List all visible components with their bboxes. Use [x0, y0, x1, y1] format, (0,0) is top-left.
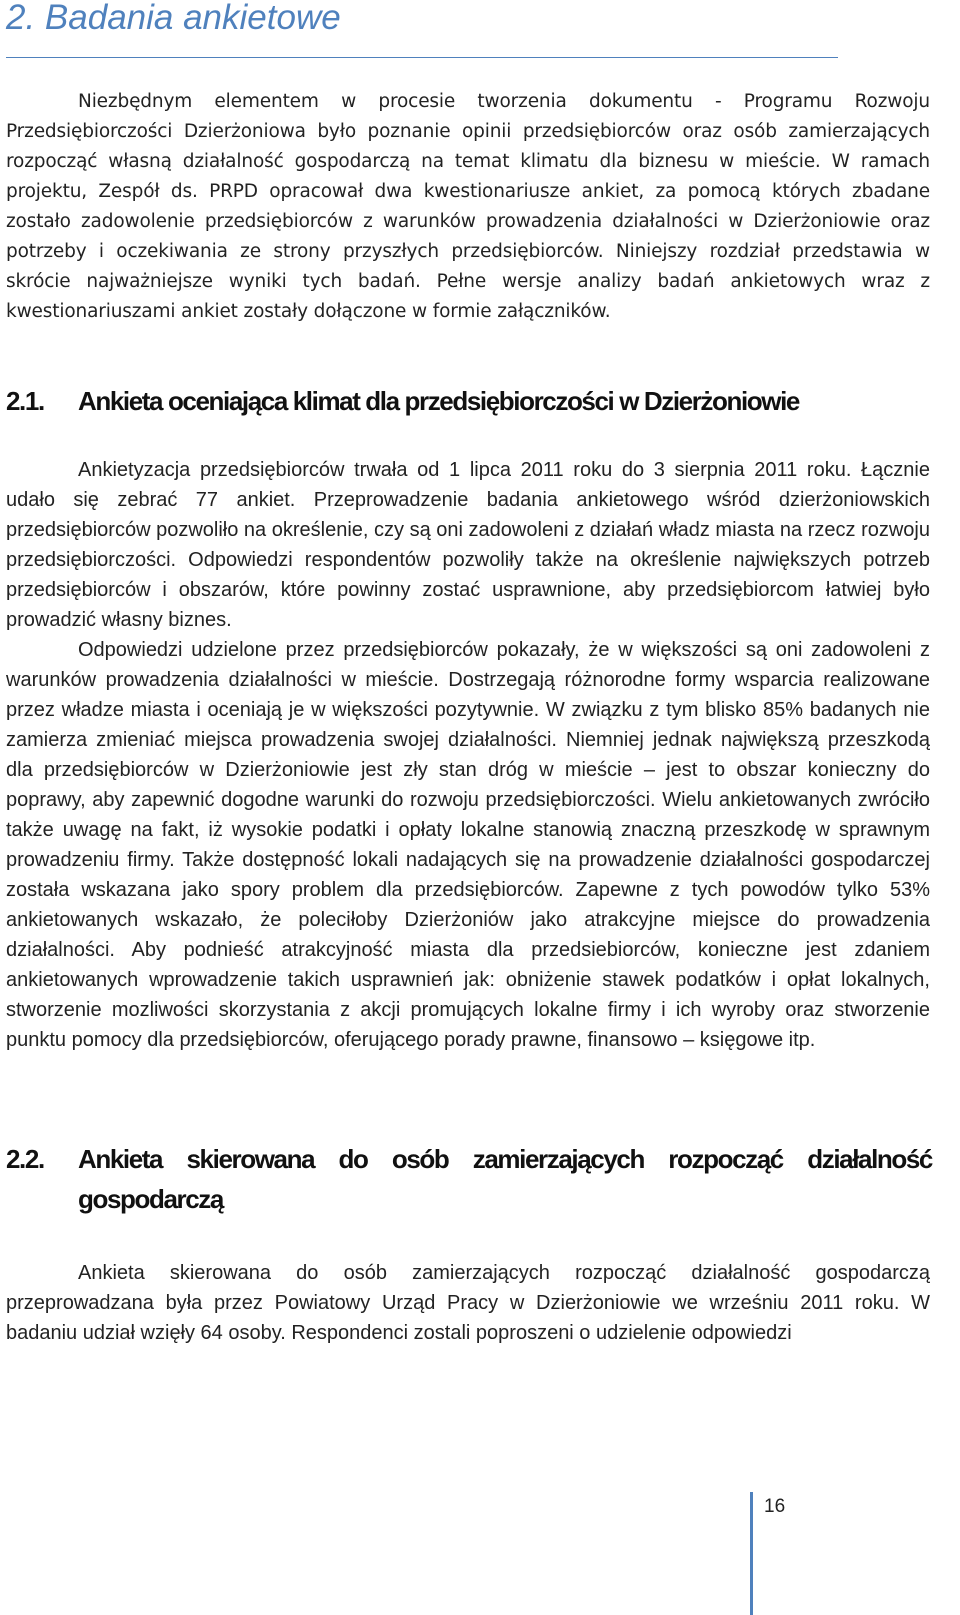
- section-number: 2.2.: [6, 1144, 44, 1174]
- section-2-1-paragraph-2: Odpowiedzi udzielone przez przedsiębiorców pokazały, że w większości są oni zadowoleni z warunków prowadzenia działalności w mieście. Dostrzegają różnorodne formy wsparcia realizowane przez władze miasta i oceniają je w większości pozytywnie. W związku z tym blisko 85% badanych nie zamierza zmieniać miejsca prowadzenia swojej działalności. Niemniej jednak największą przeszkodą dla przedsiębiorców w Dzierżoniowie jest zły stan dróg w mieście – jest to obszar konieczny do poprawy, aby zapewnić dogodne warunki do rozwoju przedsiębiorczości. Wielu ankietowanych zwróciło także uwagę na fakt, iż wysokie podatki i opłaty lokalne stanowią znaczną przeszkodę w sprawnym prowadzeniu firmy. Także dostępność lokali nadających się na prowadzenie działalności gospodarczej została wskazana jako spory problem dla przedsiębiorców. Zapewne z tych powodów tylko 53% ankietowanych wskazało, że poleciłoby Dzierżoniów jako atrakcyjne miejsce do prowadzenia działalności. Aby podnieść atrakcyjność miasta dla przedsiebiorców, konieczne jest zdaniem ankietowanych wprowadzenie takich usprawnień jak: obniżenie stawek podatków i opłat lokalnych, stworzenie mozliwości skorzystania z akcji promujących lokalne firmy i ich wyroby oraz stworzenie punktu pomocy dla przedsiębiorców, oferującego porady prawne, finansowo – księgowe itp.: [6, 639, 930, 1051]
- page-number: 16: [764, 1496, 786, 1517]
- section-number: 2.1.: [6, 386, 44, 416]
- title-underline: [6, 57, 838, 58]
- section-title: Ankieta oceniająca klimat dla przedsiębiorczości w Dzierżoniowie: [78, 386, 799, 416]
- section-title: Ankieta skierowana do osób zamierzających rozpocząć działalność gospodarczą: [78, 1144, 932, 1214]
- section-2-1-paragraph-1: Ankietyzacja przedsiębiorców trwała od 1 lipca 2011 roku do 3 sierpnia 2011 roku. Łącznie udało się zebrać 77 ankiet. Przeprowadzenie badania ankietowego wśród dzierżoniowskich przedsiębiorców pozwoliło na określenie, czy są oni zadowoleni z działań władz miasta na rzecz rozwoju przedsiębiorczości. Odpowiedzi respondentów pozwoliły także na określenie największych potrzeb przedsiębiorców i obszarów, które powinny zostać usprawnione, aby przedsiębiorcom łatwiej było prowadzić własny biznes.: [6, 459, 930, 631]
- section-heading-2-1: [6, 381, 932, 421]
- page-number-bar: [750, 1492, 753, 1615]
- intro-paragraph: Niezbędnym elementem w procesie tworzenia dokumentu - Programu Rozwoju Przedsiębiorczości Dzierżoniowa było poznanie opinii przedsiębiorców oraz osób zamierzających rozpocząć własną działalność gospodarczą na temat klimatu dla biznesu w mieście. W ramach projektu, Zespół ds. PRPD opracował dwa kwestionariusze ankiet, za pomocą których zbadane zostało zadowolenie przedsiębiorców z warunków prowadzenia działalności w Dzierżoniowie oraz potrzeby i oczekiwania ze strony przyszłych przedsiębiorców. Niniejszy rozdział przedstawia w skrócie najważniejsze wyniki tych badań. Pełne wersje analizy badań ankietowych wraz z kwestionariuszami ankiet zostały dołączone w formie załączników.: [6, 91, 930, 322]
- section-2-2-paragraph-1: Ankieta skierowana do osób zamierzających rozpocząć działalność gospodarczą przeprowadzana była przez Powiatowy Urząd Pracy w Dzierżoniowie we wrześniu 2011 roku. W badaniu udział wzięły 64 osoby. Respondenci zostali poproszeni o udzielenie odpowiedzi: [6, 1262, 930, 1344]
- section-heading-2-2: [6, 1139, 932, 1219]
- chapter-title: 2. Badania ankietowe: [6, 0, 341, 37]
- page-footer: [750, 1492, 810, 1615]
